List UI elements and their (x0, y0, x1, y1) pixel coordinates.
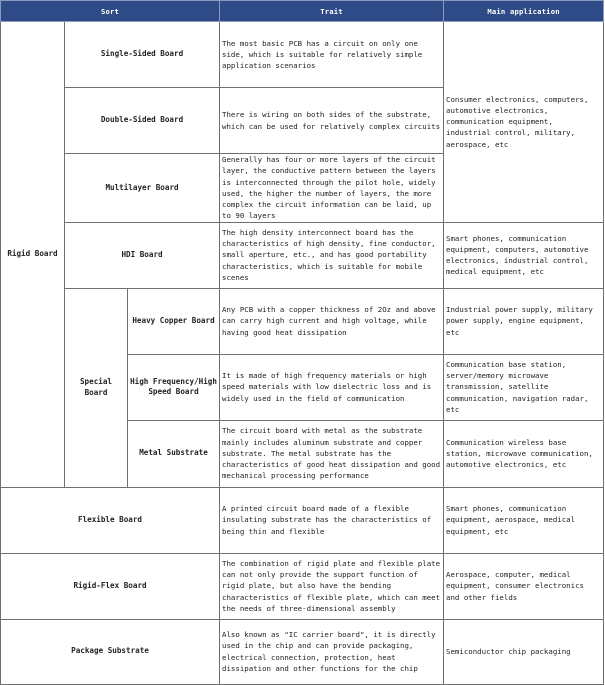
table-row (1, 288, 604, 354)
category-rigid-flex-board: Rigid-Flex Board (1, 553, 220, 619)
table-row (1, 222, 604, 288)
trait-metal-substrate: The circuit board with metal as the substrate mainly includes aluminum substrate and copper substrate. The metal substrate has the characteristics of good heat dissipation and good mechanical processing performance (220, 420, 444, 487)
trait-flexible-board: A printed circuit board made of a flexible insulating substrate has the characteristics of being thin and flexible (220, 487, 444, 553)
trait-double-sided-board: There is wiring on both sides of the substrate, which can be used for relatively complex circuits (220, 88, 444, 154)
type-high-frequency-board: High Frequency/High Speed Board (128, 354, 220, 420)
table-row (1, 619, 604, 684)
application-package-substrate: Semiconductor chip packaging (444, 619, 604, 684)
table-row (1, 553, 604, 619)
type-single-sided-board: Single-Sided Board (65, 22, 220, 88)
type-metal-substrate: Metal Substrate (128, 420, 220, 487)
table-row (1, 487, 604, 553)
application-high-frequency-board: Communication base station, server/memory microwave transmission, satellite communication, navigation radar, etc (444, 354, 604, 420)
type-hdi-board: HDI Board (65, 222, 220, 288)
application-hdi-board: Smart phones, communication equipment, computers, automotive electronics, industrial control, medical equipment, etc (444, 222, 604, 288)
category-package-substrate: Package Substrate (1, 619, 220, 684)
header-main-application: Main application (444, 1, 604, 22)
header-trait: Trait (220, 1, 444, 22)
application-shared: Consumer electronics, computers, automotive electronics, communication equipment, industrial control, military, aerospace, etc (444, 22, 604, 223)
type-multilayer-board: Multilayer Board (65, 154, 220, 223)
trait-high-frequency-board: It is made of high frequency materials or high speed materials with low dielectric loss and is widely used in the field of communication (220, 354, 444, 420)
trait-heavy-copper-board: Any PCB with a copper thickness of 2Oz and above can carry high current and high voltage, while having good heat dissipation (220, 288, 444, 354)
trait-multilayer-board: Generally has four or more layers of the circuit layer, the conductive pattern between the layers is interconnected through the pilot hole, widely used, the higher the number of layers, the more complex the circuit information can be laid, up to 90 layers (220, 154, 444, 223)
application-flexible-board: Smart phones, communication equipment, aerospace, medical equipment, etc (444, 487, 604, 553)
type-heavy-copper-board: Heavy Copper Board (128, 288, 220, 354)
application-rigid-flex-board: Aerospace, computer, medical equipment, consumer electronics and other fields (444, 553, 604, 619)
category-rigid-board: Rigid Board (1, 22, 65, 488)
header-sort: Sort (1, 1, 220, 22)
trait-package-substrate: Also known as "IC carrier board", it is directly used in the chip and can provide packaging, electrical connection, protection, heat dissipation and other functions for the chip (220, 619, 444, 684)
table-header-row (1, 1, 604, 22)
application-heavy-copper-board: Industrial power supply, military power supply, engine equipment, etc (444, 288, 604, 354)
application-metal-substrate: Communication wireless base station, microwave communication, automotive electronics, etc (444, 420, 604, 487)
trait-single-sided-board: The most basic PCB has a circuit on only one side, which is suitable for relatively simple application scenarios (220, 22, 444, 88)
trait-rigid-flex-board: The combination of rigid plate and flexible plate can not only provide the support function of rigid plate, but also have the bending characteristics of flexible plate, which can meet the needs of three-dimensional assembly (220, 553, 444, 619)
category-flexible-board: Flexible Board (1, 487, 220, 553)
trait-hdi-board: The high density interconnect board has the characteristics of high density, fine conductor, small aperture, etc., and has good portability characteristics, which is suitable for mobile scenes (220, 222, 444, 288)
subcategory-special-board: Special Board (65, 288, 128, 487)
table-row (1, 22, 604, 88)
type-double-sided-board: Double-Sided Board (65, 88, 220, 154)
